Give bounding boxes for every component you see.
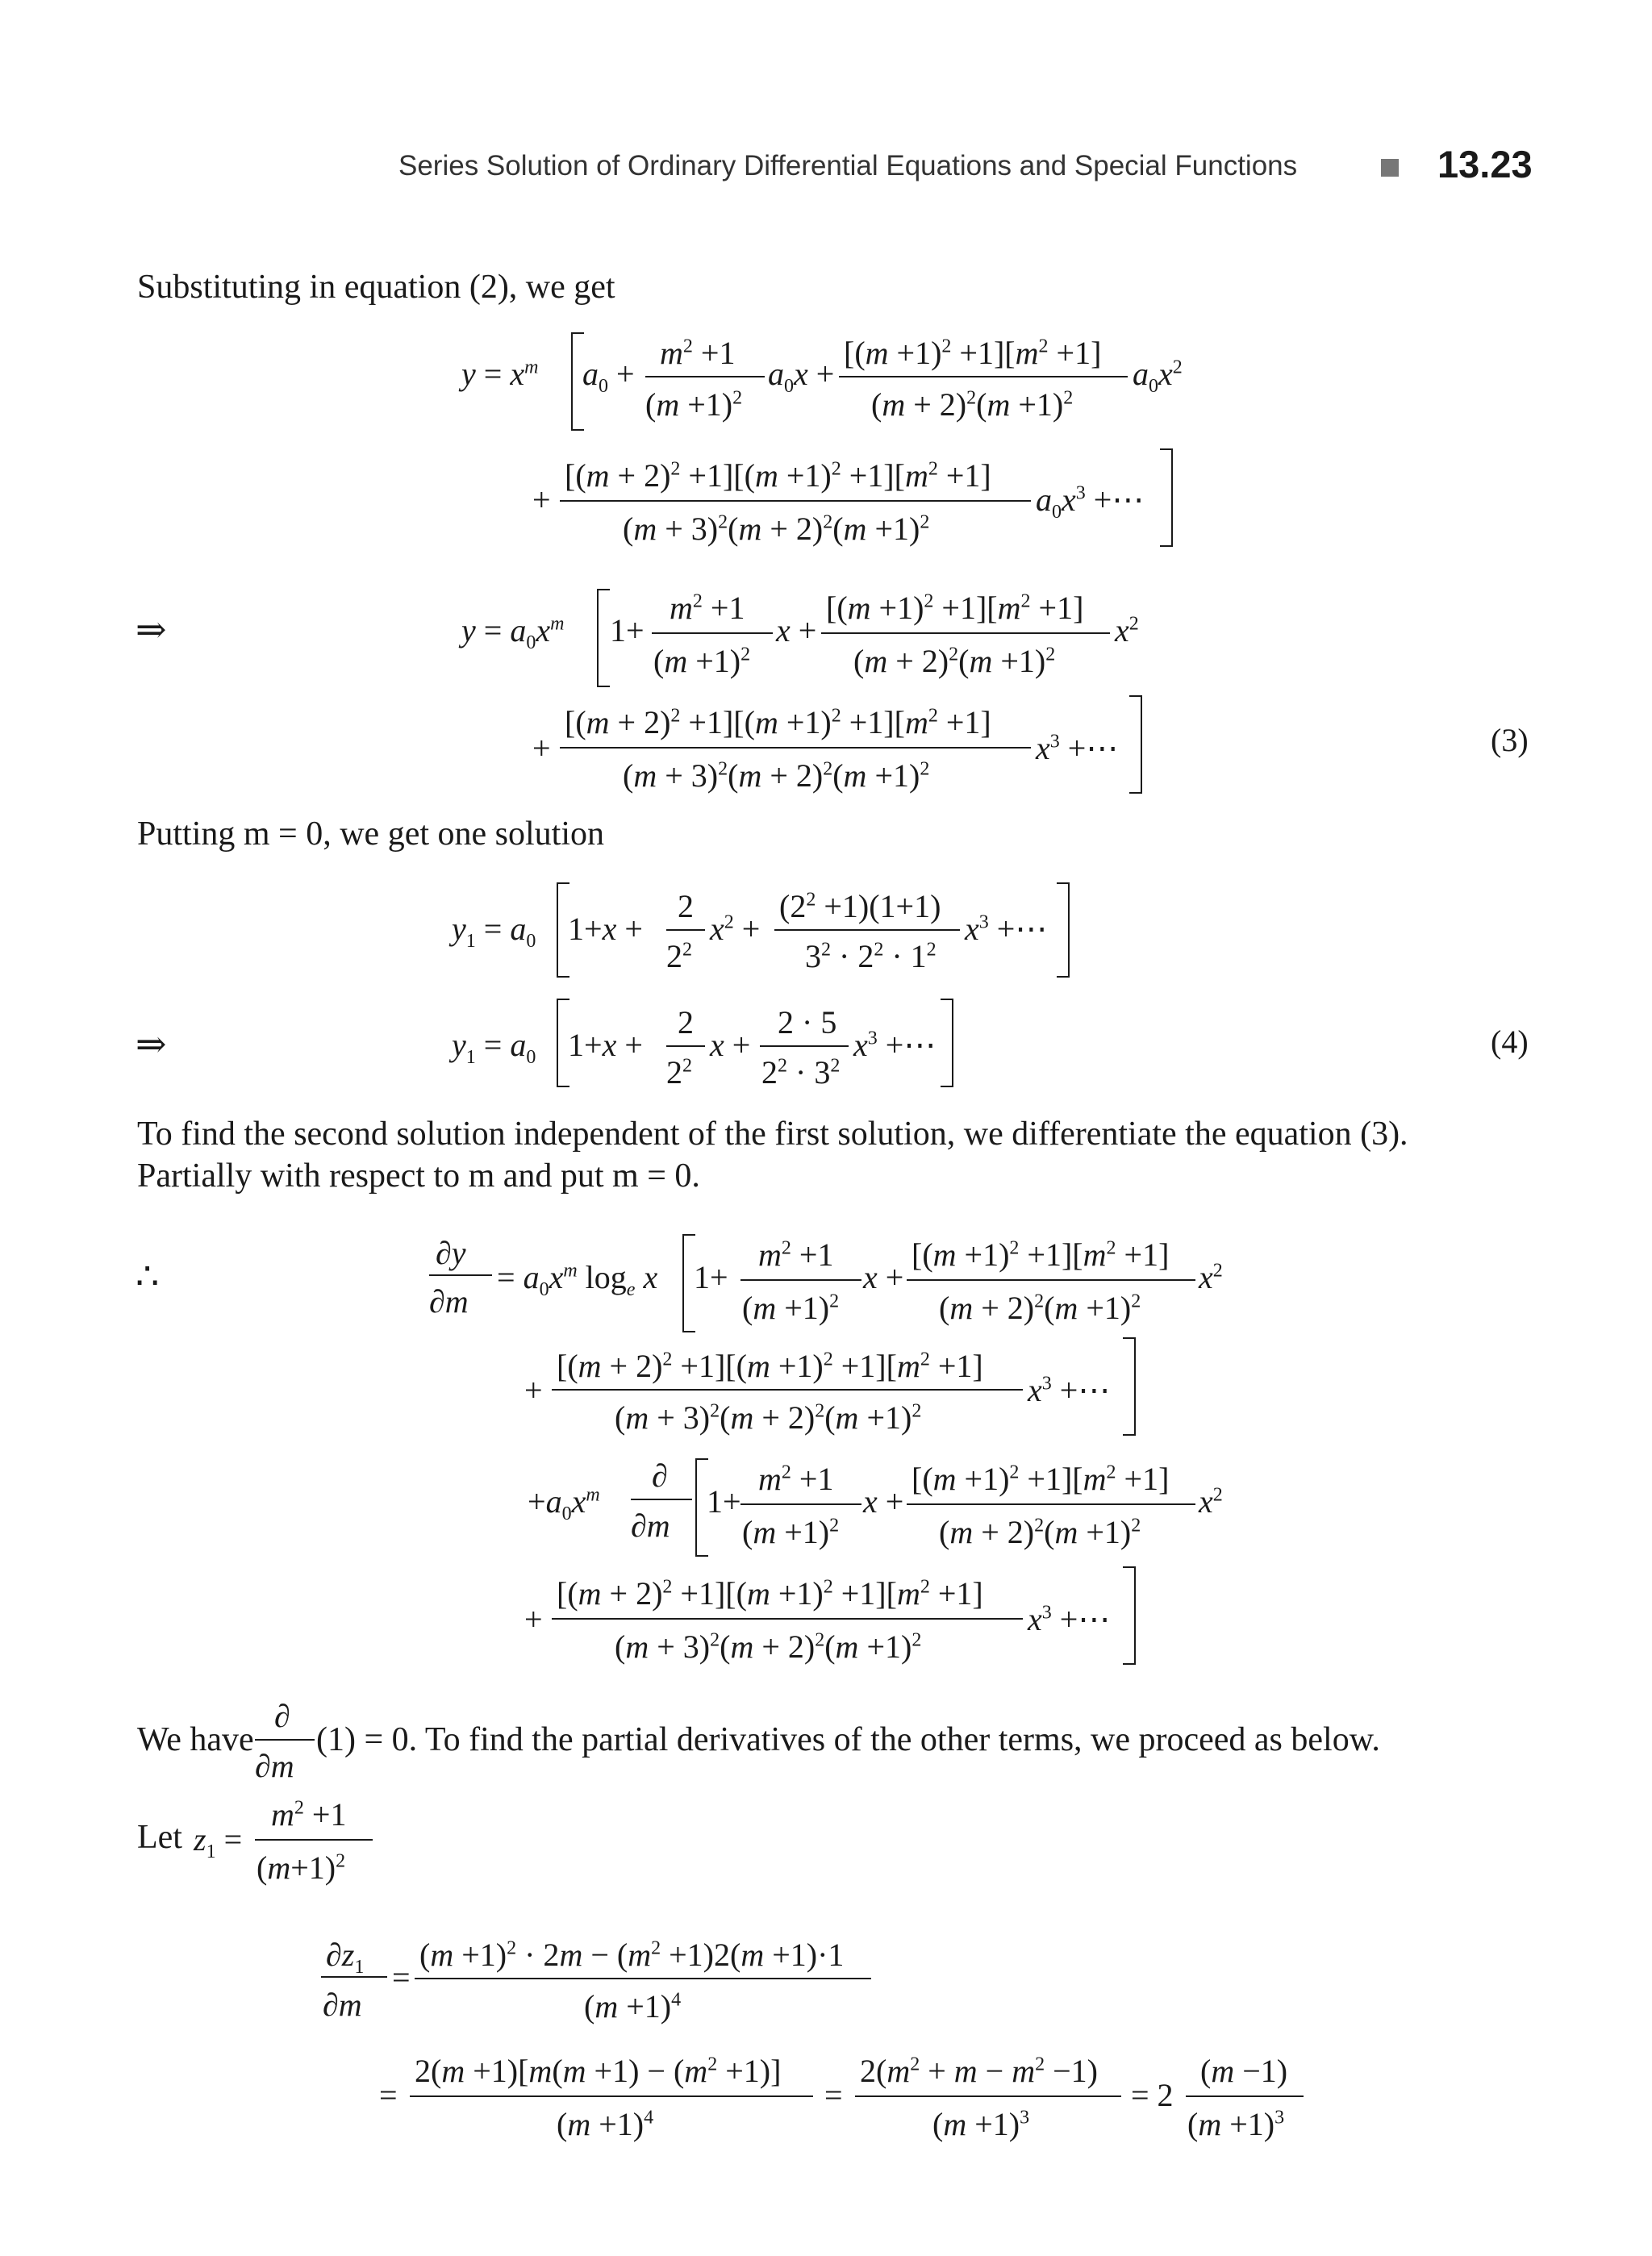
implies-symbol: ⇒ <box>136 609 167 650</box>
equation-number-3: (3) <box>1491 722 1529 758</box>
equation-number-4: (4) <box>1491 1024 1529 1060</box>
paragraph-let: Let <box>137 1819 182 1856</box>
paragraph-partially: Partially with respect to m and put m = 0. <box>137 1157 700 1195</box>
paragraph-substituting: Substituting in equation (2), we get <box>137 269 615 306</box>
running-header: Series Solution of Ordinary Differential Equations and Special Functions <box>398 150 1298 181</box>
header-square-icon <box>1381 159 1399 177</box>
page-number: 13.23 <box>1437 143 1533 186</box>
paragraph-we-have: We have <box>137 1721 254 1758</box>
paragraph-second-solution: To find the second solution independent of the first solution, we differentiate the equation (3). <box>137 1115 1408 1153</box>
paragraph-proceed: (1) = 0. To find the partial derivatives of the other terms, we proceed as below. <box>316 1721 1380 1758</box>
implies-symbol: ⇒ <box>136 1024 167 1065</box>
paragraph-putting-m: Putting m = 0, we get one solution <box>137 815 604 853</box>
therefore-symbol: ∴ <box>136 1256 160 1297</box>
